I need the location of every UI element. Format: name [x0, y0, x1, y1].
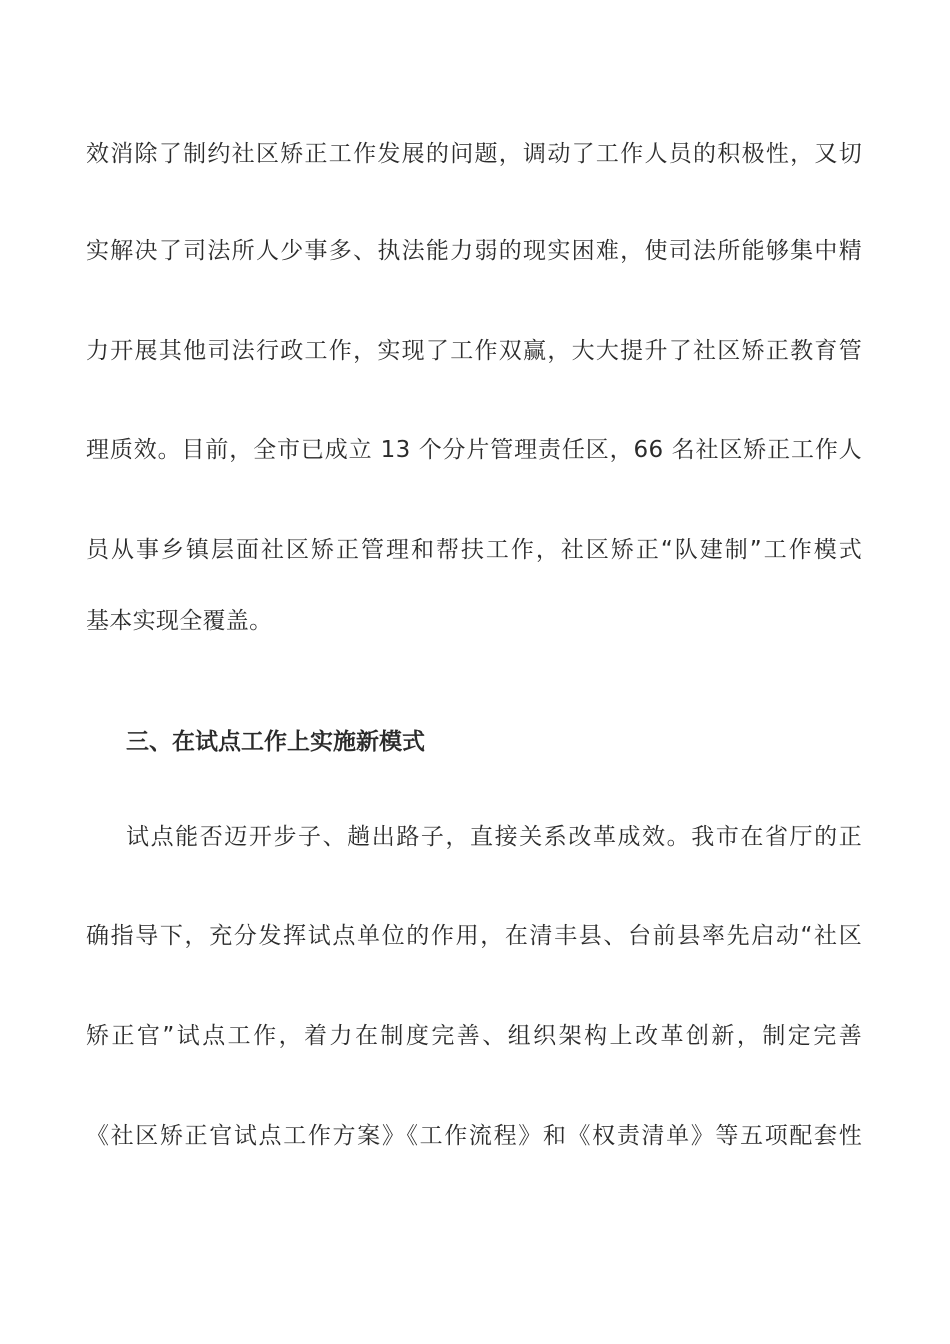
- paragraph-line: 力开展其他司法行政工作，实现了工作双赢，大大提升了社区矫正教育管: [86, 338, 862, 364]
- paragraph-line: 员从事乡镇层面社区矫正管理和帮扶工作，社区矫正“队建制”工作模式: [86, 537, 862, 563]
- paragraph-line: 效消除了制约社区矫正工作发展的问题，调动了工作人员的积极性，又切: [86, 141, 862, 167]
- section-heading: 三、在试点工作上实施新模式: [126, 729, 425, 755]
- paragraph-line: 试点能否迈开步子、趟出路子，直接关系改革成效。我市在省厅的正: [126, 824, 862, 850]
- paragraph-line: 矫正官”试点工作，着力在制度完善、组织架构上改革创新，制定完善: [86, 1023, 862, 1049]
- paragraph-line: 确指导下，充分发挥试点单位的作用，在清丰县、台前县率先启动“社区: [86, 923, 862, 949]
- paragraph-line: 基本实现全覆盖。: [86, 608, 273, 634]
- paragraph-line: 理质效。目前，全市已成立 13 个分片管理责任区，66 名社区矫正工作人: [86, 437, 862, 463]
- paragraph-line: 《社区矫正官试点工作方案》《工作流程》和《权责清单》等五项配套性: [86, 1123, 862, 1149]
- paragraph-line: 实解决了司法所人少事多、执法能力弱的现实困难，使司法所能够集中精: [86, 238, 862, 264]
